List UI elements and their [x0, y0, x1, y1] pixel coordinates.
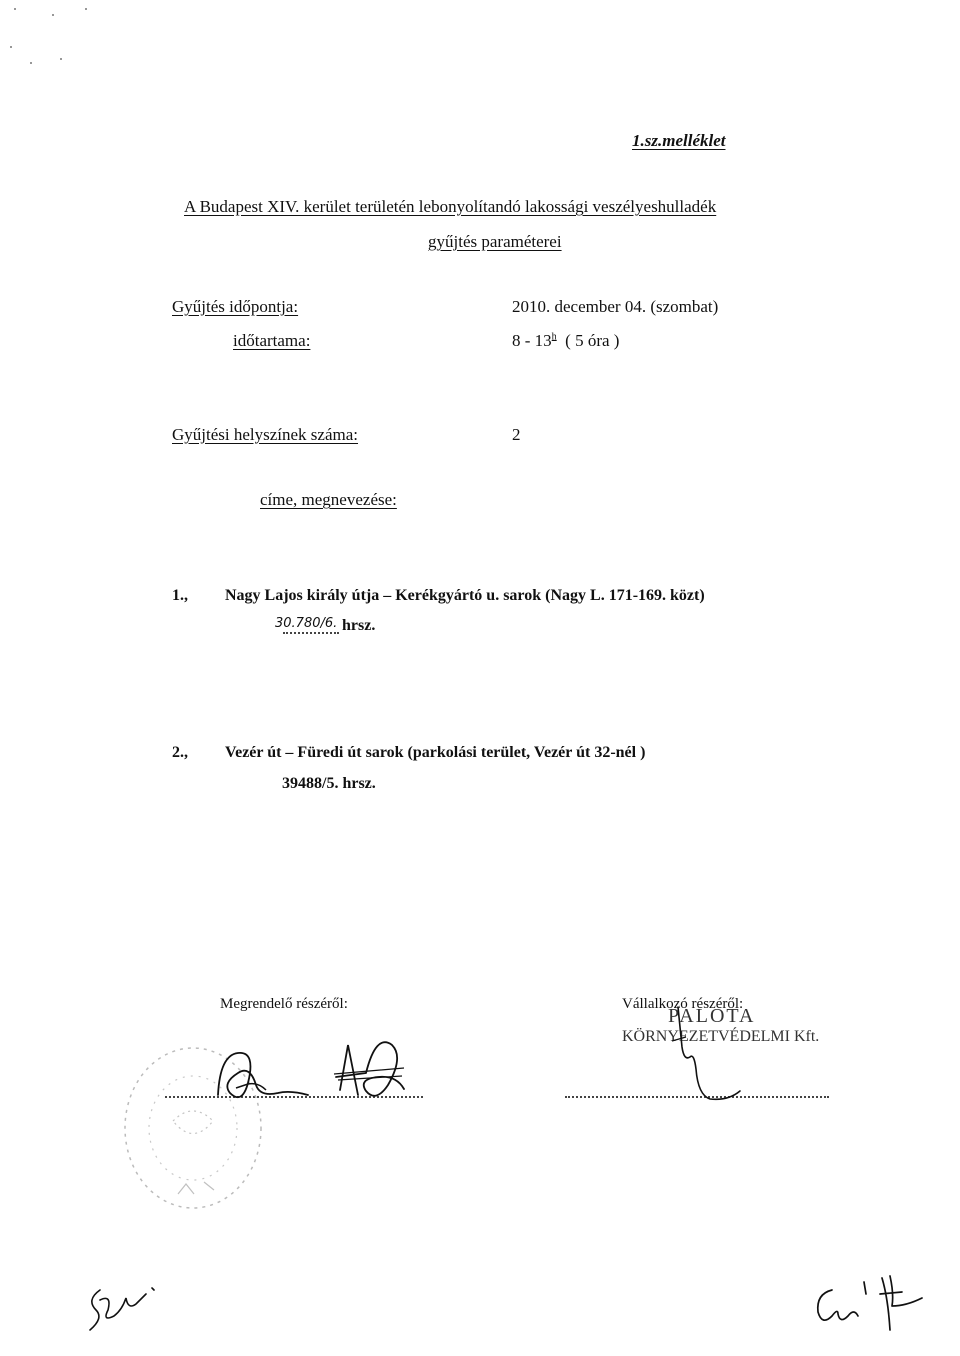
- location-2-number: 2.,: [172, 744, 188, 761]
- contractor-signature: [660, 1005, 780, 1105]
- scan-speck: [10, 46, 12, 48]
- duration-hours: ( 5 óra ): [565, 331, 620, 350]
- scan-speck: [30, 62, 32, 64]
- contractor-signature-label: Vállalkozó részéről:: [622, 996, 744, 1012]
- initials-right: [812, 1270, 942, 1340]
- duration-value: [512, 331, 619, 351]
- title-line-1: A Budapest XIV. kerület területén lebonyolítandó lakossági veszélyeshulladék: [184, 197, 717, 216]
- title-line-2: gyűjtés paraméterei: [428, 232, 562, 251]
- location-1-hrsz-suffix: hrsz.: [342, 617, 376, 634]
- date-label: Gyűjtés időpontja:: [172, 297, 299, 316]
- address-label: címe, megnevezése:: [260, 490, 397, 509]
- contractor-stamp-line-1: PALOTA: [668, 1005, 756, 1027]
- location-2-address: Vezér út – Füredi út sarok (parkolási terület, Vezér út 32-nél ): [225, 744, 646, 761]
- initials-left: [84, 1286, 194, 1336]
- client-signature-2: [330, 1030, 420, 1105]
- location-1-hrsz-handwritten: 30.780/6.: [275, 616, 338, 631]
- location-1-address: Nagy Lajos király útja – Kerékgyártó u. sarok (Nagy L. 171-169. közt): [225, 587, 705, 604]
- date-value: 2010. december 04. (szombat): [512, 297, 719, 316]
- scan-speck: [85, 8, 87, 10]
- location-1-number: 1.,: [172, 587, 188, 604]
- location-count-label: Gyűjtési helyszínek száma:: [172, 425, 359, 444]
- duration-hour-sup: h: [551, 331, 557, 343]
- location-1-hrsz-fill-line: [283, 632, 339, 634]
- scan-speck: [52, 14, 54, 16]
- client-signature-label: Megrendelő részéről:: [220, 996, 348, 1012]
- duration-label: időtartama:: [233, 331, 311, 350]
- scan-speck: [60, 58, 62, 60]
- annex-label: 1.sz.melléklet: [632, 131, 726, 150]
- location-count-value: 2: [512, 425, 521, 444]
- duration-range: 8 - 13: [512, 331, 552, 350]
- scan-speck: [14, 8, 16, 10]
- contractor-stamp-line-2: KÖRNYEZETVÉDELMI Kft.: [622, 1028, 820, 1045]
- location-2-hrsz: 39488/5. hrsz.: [282, 775, 376, 792]
